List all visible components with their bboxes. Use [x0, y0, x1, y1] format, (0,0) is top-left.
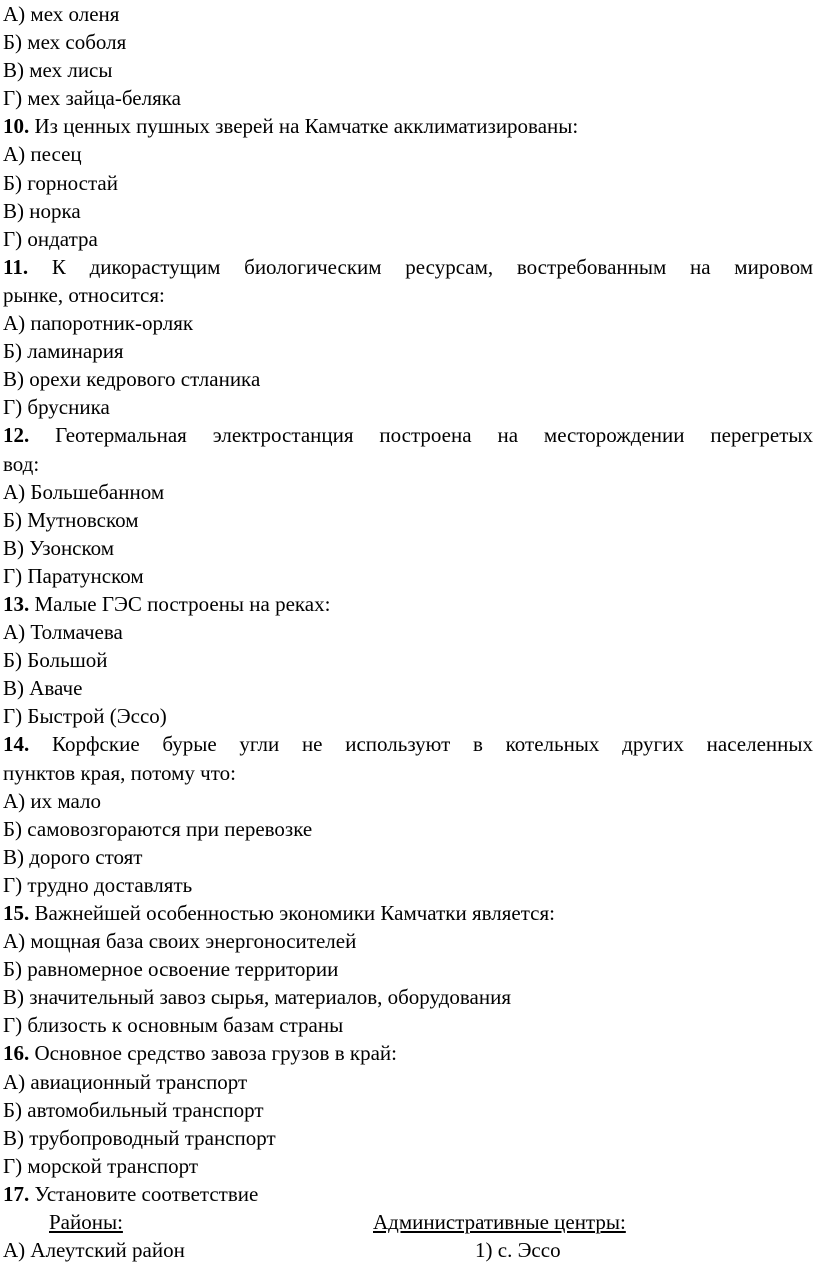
q10-option-c: В) норка: [3, 198, 81, 223]
q14-option-b: Б) самовозгораются при перевозке: [3, 816, 313, 841]
q15-option-b: Б) равномерное освоение территории: [3, 957, 339, 982]
document-page: [3, 0, 813, 1264]
q17-col-centers-header: Административные центры:: [373, 1210, 626, 1235]
q17-table-header: [3, 1208, 813, 1236]
q12-question-line2: вод:: [3, 451, 40, 476]
q12-question-line1: [3, 421, 813, 449]
q17-row1-center: 1) с. Эссо: [475, 1238, 561, 1263]
q15-number: 15.: [3, 901, 30, 925]
q15-question: [3, 899, 813, 927]
q13-option-b: Б) Большой: [3, 648, 108, 673]
q10-option-d: Г) ондатра: [3, 226, 98, 251]
q11-option-d: Г) брусника: [3, 395, 110, 420]
q17-number: 17.: [3, 1181, 30, 1206]
q11-option-b: Б) ламинария: [3, 339, 124, 364]
q14-option-c: В) дорого стоят: [3, 844, 143, 869]
q10-option-a: А) песец: [3, 142, 82, 167]
q9-option-b: Б) мех соболя: [3, 30, 127, 55]
q15-option-c: В) значительный завоз сырья, материалов, оборудования: [3, 985, 511, 1010]
q15-option-a: А) мощная база своих энергоносителей: [3, 929, 357, 954]
q9-option-d: Г) мех зайца-беляка: [3, 86, 181, 111]
q16-option-b: Б) автомобильный транспорт: [3, 1097, 264, 1122]
q16-number: 16.: [3, 1041, 30, 1066]
q11-question-line2: рынке, относится:: [3, 282, 165, 307]
q14-option-d: Г) трудно доставлять: [3, 872, 193, 897]
q16-option-c: В) трубопроводный транспорт: [3, 1125, 276, 1150]
q14-question-line1: [3, 730, 813, 758]
q13-option-d: Г) Быстрой (Эссо): [3, 704, 167, 729]
q9-option-a: А) мех оленя: [3, 2, 120, 26]
q14-number: 14.: [3, 732, 30, 757]
q11-question-line1: [3, 253, 813, 281]
q16-question: [3, 1039, 813, 1067]
q11-number: 11.: [3, 254, 29, 279]
q12-option-a: А) Большебанном: [3, 479, 165, 504]
q13-number: 13.: [3, 591, 30, 616]
q17-table-row: [3, 1236, 813, 1264]
q15-option-d: Г) близость к основным базам страны: [3, 1013, 344, 1038]
q13-text: Малые ГЭС построены на реках:: [29, 591, 331, 616]
q10-option-b: Б) горностай: [3, 170, 118, 195]
q16-option-d: Г) морской транспорт: [3, 1153, 199, 1178]
q11-option-a: А) папоротник-орляк: [3, 311, 194, 336]
q14-question-line2: пунктов края, потому что:: [3, 760, 236, 785]
q14-text-line1: Корфские бурые угли не используют в котельных других населенных: [29, 732, 813, 757]
q17-text: Установите соответствие: [29, 1181, 259, 1206]
q11-text-line1: К дикорастущим биологическим ресурсам, востребованным на мировом: [28, 254, 813, 279]
q17-question: [3, 1180, 813, 1208]
q11-option-c: В) орехи кедрового стланика: [3, 367, 261, 392]
q12-number: 12.: [3, 423, 30, 448]
q10-number: 10.: [3, 114, 30, 139]
q9-option-c: В) мех лисы: [3, 58, 113, 83]
q13-option-c: В) Аваче: [3, 676, 83, 701]
q16-text: Основное средство завоза грузов в край:: [29, 1041, 397, 1066]
q13-question: [3, 590, 813, 618]
q17-col-districts-header: Районы:: [49, 1210, 123, 1235]
q16-option-a: А) авиационный транспорт: [3, 1069, 248, 1094]
q12-text-line1: Геотермальная электростанция построена на месторождении перегретых: [29, 423, 813, 448]
q12-option-d: Г) Паратунском: [3, 563, 144, 588]
q12-option-b: Б) Мутновском: [3, 507, 139, 532]
q14-option-a: А) их мало: [3, 788, 102, 813]
q12-option-c: В) Узонском: [3, 535, 115, 560]
q17-row1-district: А) Алеутский район: [3, 1238, 185, 1263]
q13-option-a: А) Толмачева: [3, 620, 123, 645]
q10-text: Из ценных пушных зверей на Камчатке акклиматизированы:: [29, 114, 579, 139]
q10-question: [3, 112, 813, 140]
q15-text: Важнейшей особенностью экономики Камчатки является:: [29, 901, 555, 925]
